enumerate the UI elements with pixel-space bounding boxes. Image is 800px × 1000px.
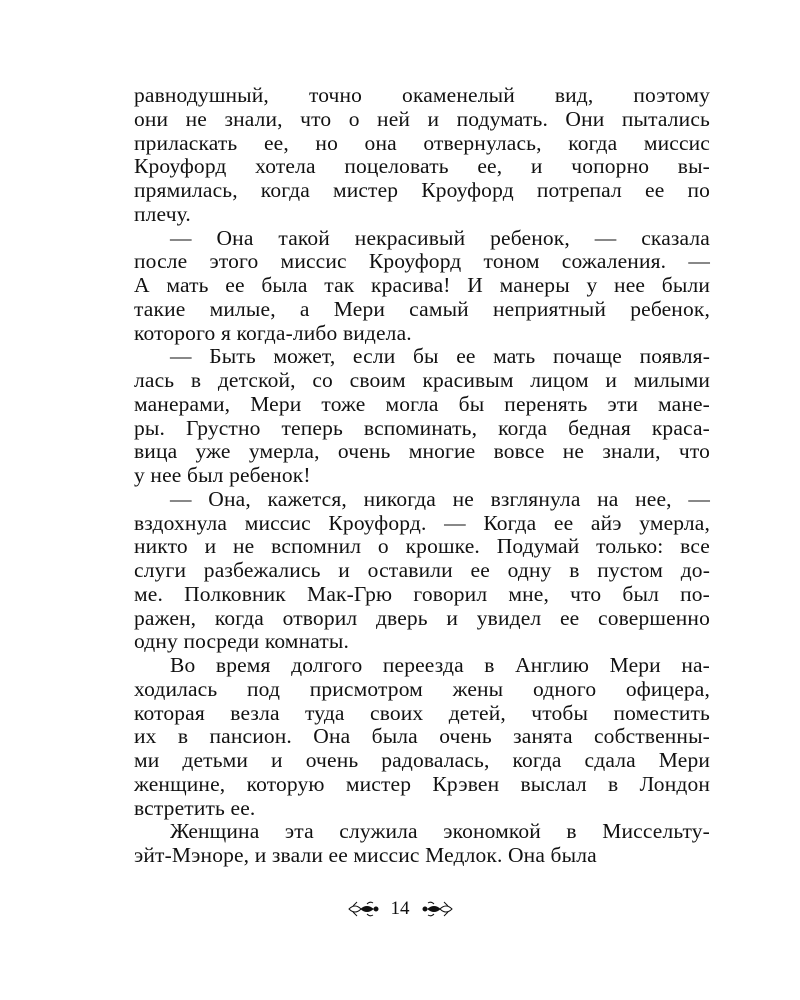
text-line: которого я когда-либо видела. (134, 320, 412, 345)
paragraph (134, 345, 710, 488)
text-line: манерами, Мери тоже могла бы перенять эти мане- (134, 391, 710, 416)
text-line: — Она, кажется, никогда не взглянула на нее, — (170, 486, 710, 511)
text-line: Женщина эта служила экономкой в Миссельту- (170, 819, 710, 844)
paragraph (134, 820, 710, 868)
text-line: плечу. (134, 201, 191, 226)
text-line: приласкать ее, но она отвернулась, когда миссис (134, 130, 710, 155)
text-line: после этого миссис Кроуфорд тоном сожаления. — (134, 249, 710, 274)
text-line: прямилась, когда мистер Кроуфорд потрепал ее по (134, 178, 710, 202)
text-line: одну посреди комнаты. (134, 629, 350, 654)
text-line: ме. Полковник Мак-Грю говорил мне, что был по- (134, 581, 710, 606)
text-line: слуги разбежались и оставили ее одну в пустом до- (134, 558, 710, 582)
text-line: встретить ее. (134, 795, 256, 820)
text-line: — Она такой некрасивый ребенок, — сказала (170, 225, 710, 250)
text-line: ражен, когда отворил дверь и увидел ее совершенно (134, 605, 710, 630)
text-line: ми детьми и очень радовалась, когда сдала Мери (134, 748, 710, 772)
text-line: такие милые, а Мери самый неприятный ребенок, (134, 296, 710, 321)
text-line: равнодушный, точно окаменелый вид, поэтому (134, 83, 710, 107)
text-line: у нее был ребенок! (134, 463, 311, 487)
paragraph (134, 84, 710, 227)
page-text (134, 84, 710, 868)
text-line: женщине, которую мистер Крэвен выслал в Лондон (134, 771, 710, 796)
text-line: лась в детской, со своим красивым лицом и милыми (134, 368, 710, 392)
text-line: никто и не вспомнил о крошке. Подумай только: все (134, 534, 710, 559)
text-line: вица уже умерла, очень многие вовсе не знали, что (134, 439, 710, 464)
text-line: ры. Грустно теперь вспоминать, когда бедная краса- (134, 415, 710, 440)
text-line: эйт-Мэноре, и звали ее миссис Медлок. Она была (134, 843, 597, 867)
page-footer (0, 896, 800, 922)
paragraph (134, 488, 710, 654)
page-number: 14 (390, 898, 410, 919)
text-line: Кроуфорд хотела поцеловать ее, и чопорно вы- (134, 154, 710, 179)
text-line: Во время долгого переезда в Англию Мери на- (170, 653, 710, 677)
text-line: их в пансион. Она была очень занята собственны- (134, 724, 710, 749)
text-line: — Быть может, если бы ее мать почаще появля- (170, 344, 710, 369)
text-line: которая везла туда своих детей, чтобы поместить (134, 700, 710, 725)
text-line: ходилась под присмотром жены одного офицера, (134, 676, 710, 701)
ornament-right-icon (420, 901, 454, 917)
paragraph (134, 654, 710, 820)
text-line: вздохнула миссис Кроуфорд. — Когда ее айэ умерла, (134, 510, 710, 535)
paragraph (134, 227, 710, 346)
text-line: они не знали, что о ней и подумать. Они пытались (134, 106, 710, 131)
text-line: А мать ее была так красива! И манеры у нее были (134, 273, 710, 297)
ornament-left-icon (347, 901, 381, 917)
